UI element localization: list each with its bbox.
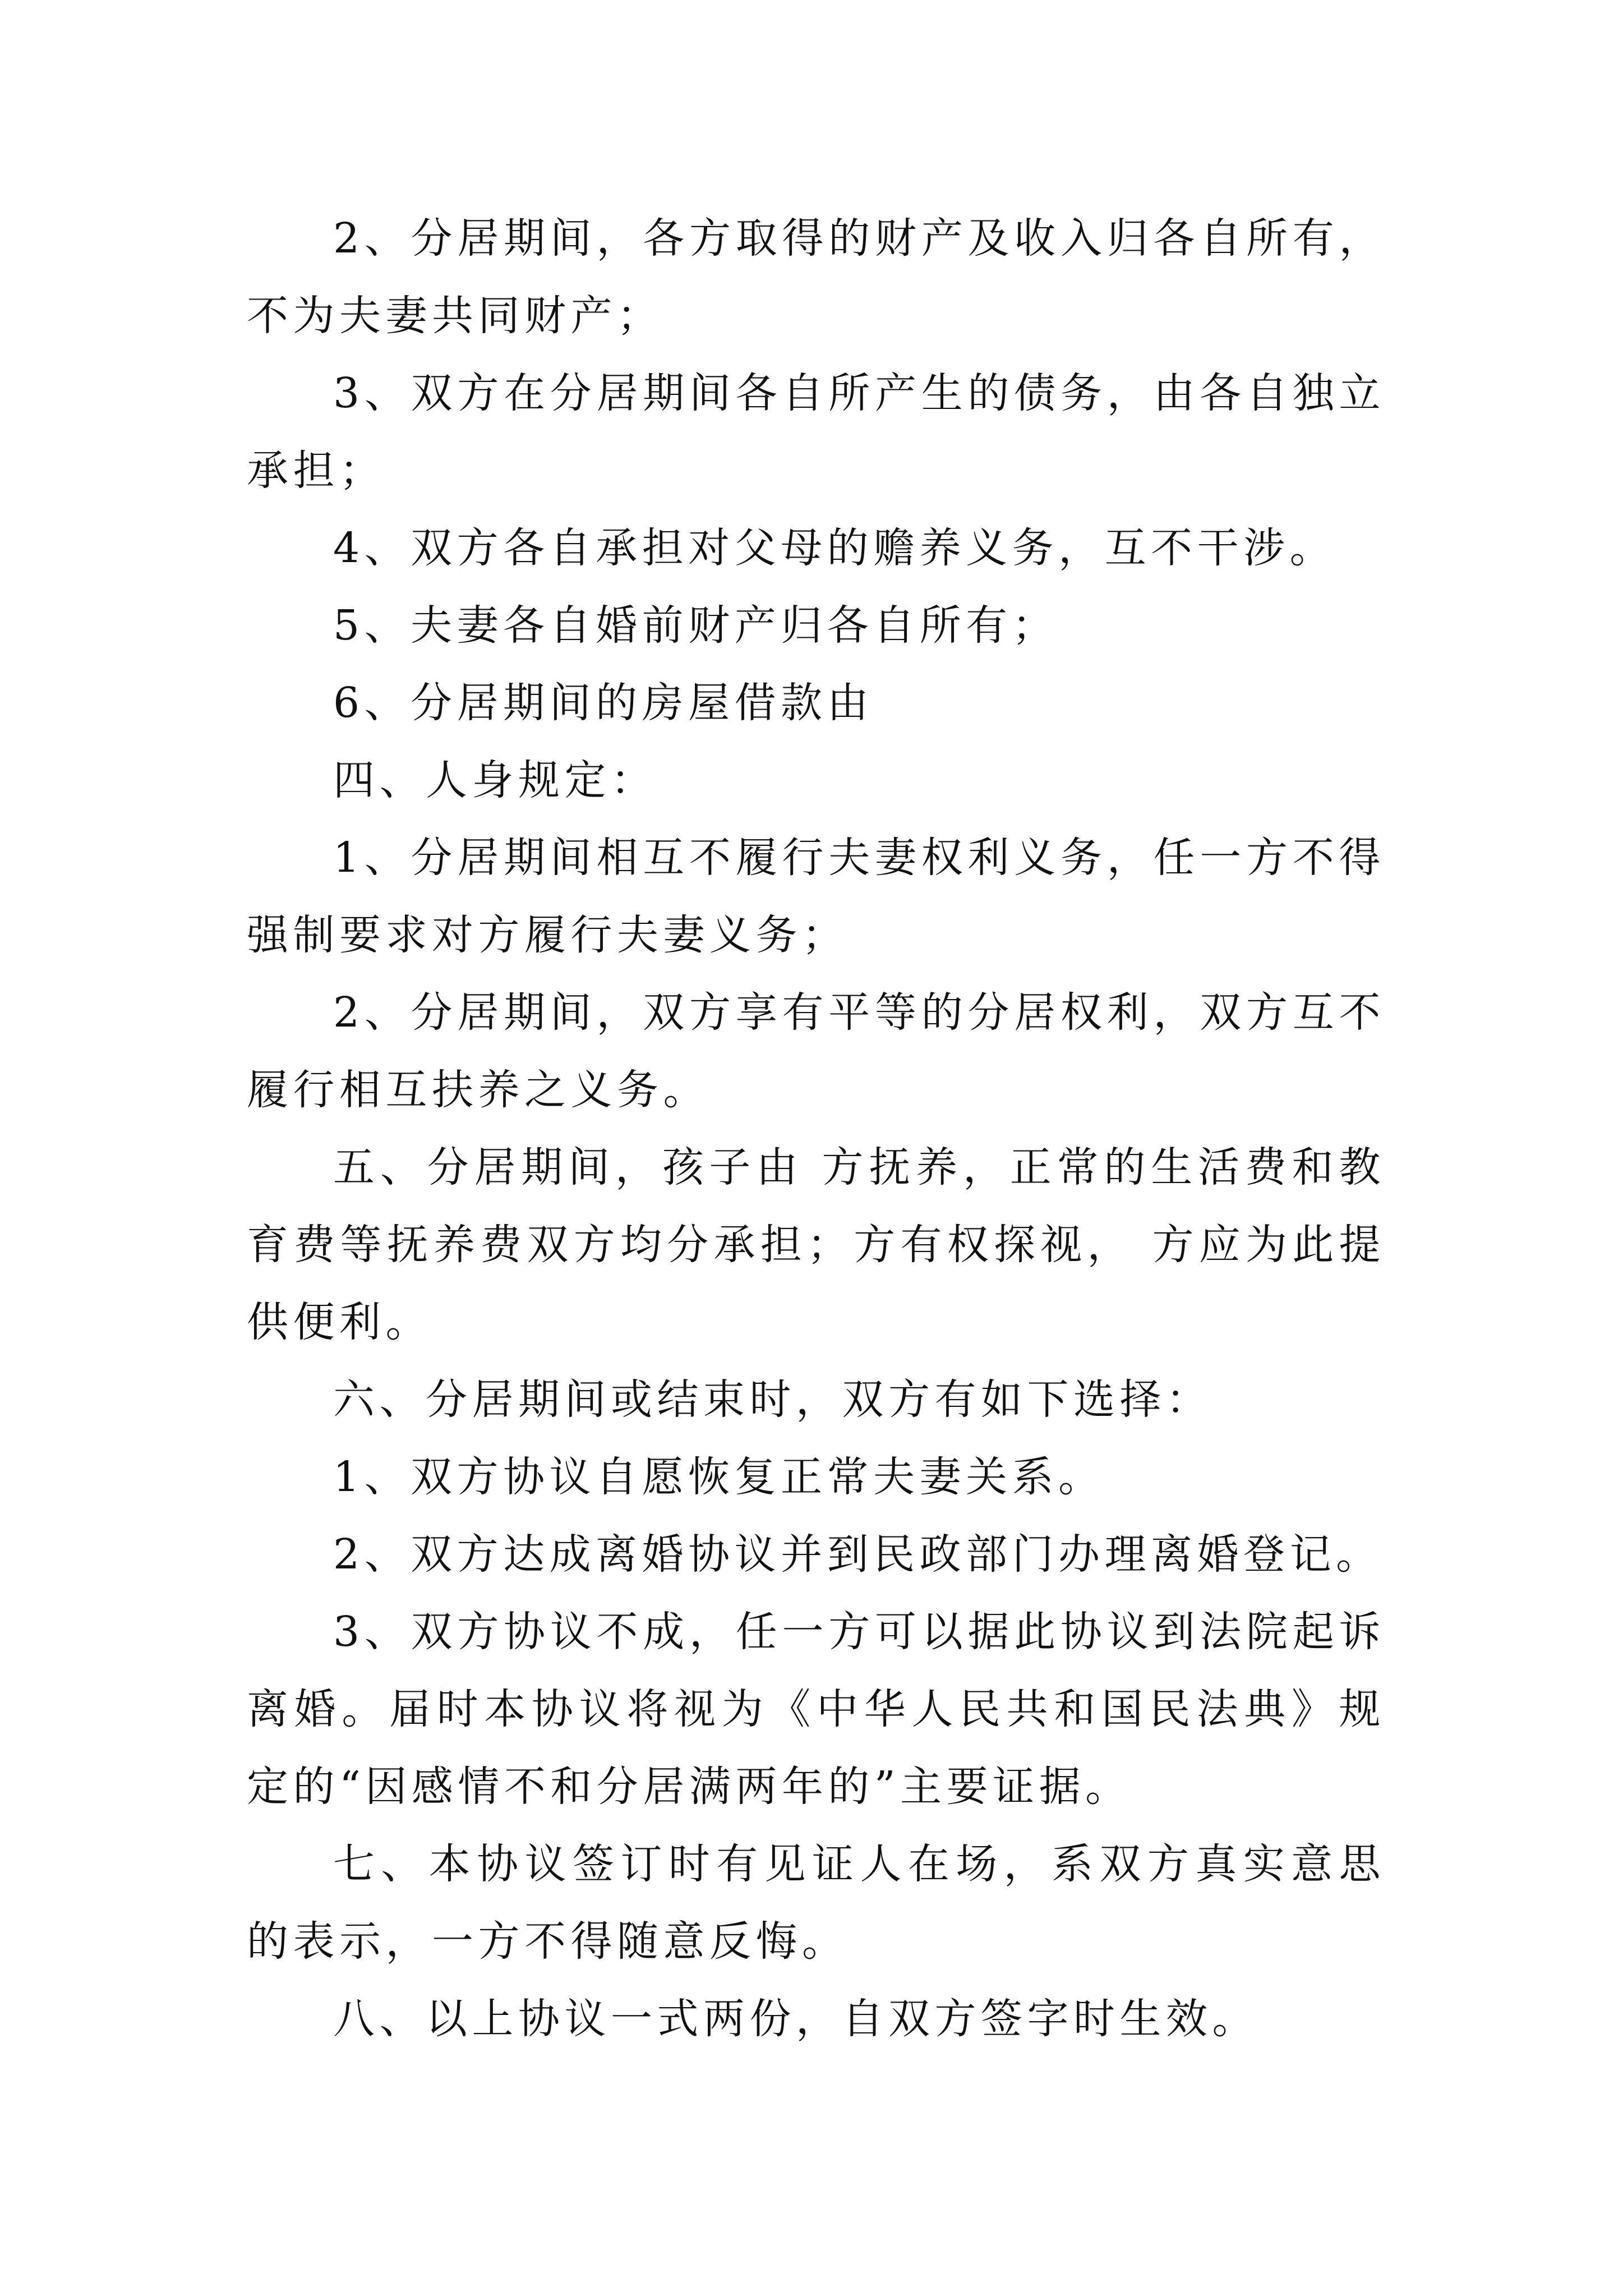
paragraph-witness: 七、本协议签订时有见证人在场，系双方真实意思的表示，一方不得随意反悔。 (247, 1840, 1385, 1966)
paragraph-housing-loan: 6、分居期间的房屋借款由 (333, 679, 874, 727)
paragraph-option-divorce-registration: 2、双方达成离婚协议并到民政部门办理离婚登记。 (333, 1530, 1382, 1579)
paragraph-property-income: 2、分居期间，各方取得的财产及收入归各自所有，不为夫妻共同财产； (247, 214, 1385, 340)
paragraph-separation-rights: 2、分居期间，双方享有平等的分居权利，双方互不履行相互扶养之义务。 (247, 988, 1385, 1114)
section-heading-personal: 四、人身规定： (333, 756, 657, 804)
section-heading-options: 六、分居期间或结束时，双方有如下选择： (333, 1375, 1212, 1424)
paragraph-debts: 3、双方在分居期间各自所产生的债务，由各自独立承担； (247, 369, 1385, 495)
paragraph-parent-support: 4、双方各自承担对父母的赡养义务，互不干涉。 (333, 524, 1336, 572)
paragraph-copies-effective: 八、以上协议一式两份，自双方签字时生效。 (333, 1995, 1258, 2043)
paragraph-child-custody: 五、分居期间，孩子由 方抚养，正常的生活费和教育费等抚养费双方均分承担；方有权探视， 方应为此提供便利。 (247, 1143, 1385, 1346)
paragraph-marital-obligations: 1、分居期间相互不履行夫妻权利义务，任一方不得强制要求对方履行夫妻义务； (247, 834, 1385, 959)
document-body (247, 200, 1385, 2058)
paragraph-option-reconcile: 1、双方协议自愿恢复正常夫妻关系。 (333, 1453, 1105, 1501)
paragraph-option-court: 3、双方协议不成，任一方可以据此协议到法院起诉离婚。届时本协议将视为《中华人民共和国民法典》规定的“因感情不和分居满两年的”主要证据。 (247, 1608, 1385, 1811)
paragraph-premarital-property: 5、夫妻各自婚前财产归各自所有； (333, 601, 1059, 650)
